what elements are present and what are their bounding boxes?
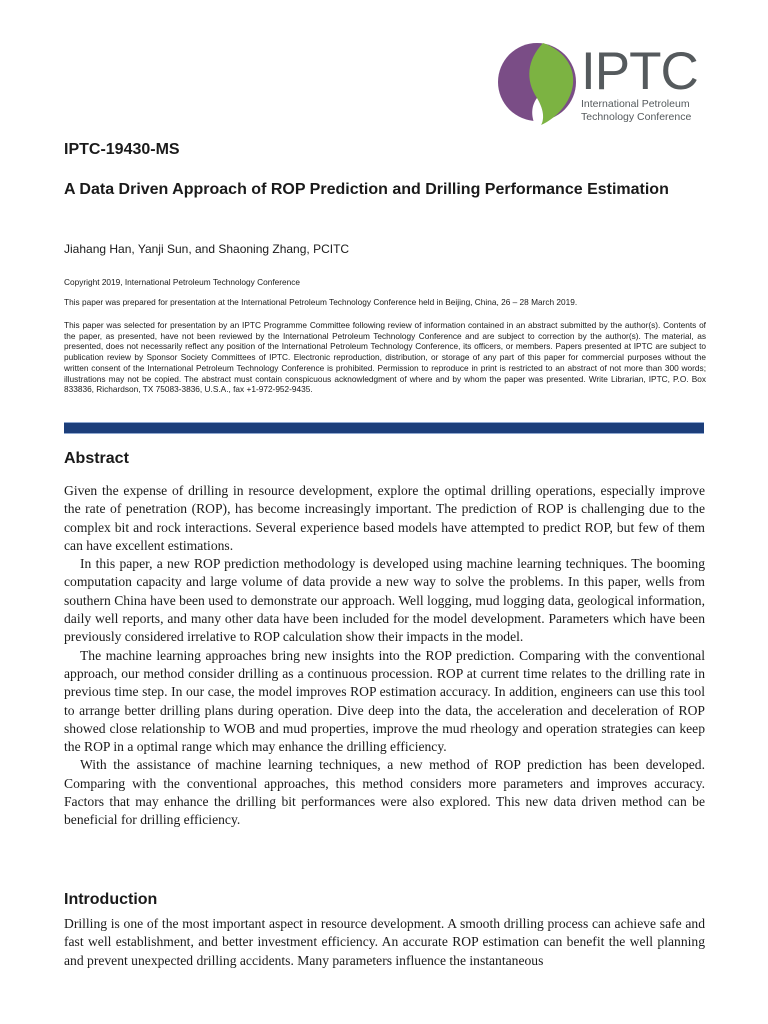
- abstract-paragraph: With the assistance of machine learning techniques, a new method of ROP prediction has been developed. Comparing with the conventional approaches, this method considers more parameters and improves accuracy. Factors that may enhance the drilling bit performances were also explored. This new data driven method can be beneficial for drilling efficiency.: [64, 757, 705, 828]
- logo-acronym: IPTC: [581, 42, 698, 101]
- iptc-logo-mark-icon: [497, 40, 581, 126]
- abstract-paragraph: In this paper, a new ROP prediction methodology is developed using machine learning techniques. The booming computation capacity and large volume of data provide a new way to solve the problems. In this paper, wells from southern China have been used to demonstrate our approach. Well logging, mud logging data, geological information, daily well reports, and many other data have been included for the model development. Parameters which have been previously considered irrelative to ROP calculation show their impacts in the model.: [64, 556, 705, 645]
- introduction-paragraph: Drilling is one of the most important aspect in resource development. A smooth drilling process can achieve safe and fast well establishment, and better investment efficiency. An accurate ROP estimation can benefit the well planning and prevent unexpected drilling accidents. Many parameters influence the instantaneous: [64, 916, 705, 968]
- logo-subtitle-line-2: Technology Conference: [581, 111, 692, 123]
- abstract-heading: Abstract: [64, 450, 129, 467]
- introduction-body: [64, 915, 705, 970]
- logo-subtitle: [581, 98, 691, 124]
- logo-subtitle-line-1: International Petroleum: [581, 98, 690, 110]
- abstract-paragraph: Given the expense of drilling in resource development, explore the optimal drilling operations, especially improve the rate of penetration (ROP), has become increasingly important. The prediction of ROP is challenging due to the complex bit and rock interactions. Several experience based models have attempted to predict ROP, but few of them can have excellent estimations.: [64, 483, 705, 553]
- prepared-note: This paper was prepared for presentation at the International Petroleum Technology Conference held in Beijing, China, 26 – 28 March 2019.: [64, 297, 578, 307]
- abstract-body: [64, 482, 705, 830]
- section-divider: [64, 422, 704, 434]
- author-list: Jiahang Han, Yanji Sun, and Shaoning Zhang, PCITC: [64, 242, 350, 256]
- abstract-paragraph: The machine learning approaches bring new insights into the ROP prediction. Comparing with the conventional approach, our method consider drilling as a continuous procession. ROP at current time relates to the drilling rate in previous time step. In our case, the model improves ROP estimation accuracy. In addition, engineers can use this tool to arrange better drilling plans during operation. Dive deep into the data, the acceleration and deceleration of ROP showed close relationship to WOB and mud properties, improve the mud rheology and operation strategies can keep the ROP in a optimal range which may enhance the drilling efficiency.: [64, 647, 705, 755]
- disclaimer-text: This paper was selected for presentation by an IPTC Programme Committee following review of information contained in an abstract submitted by the author(s). Contents of the paper, as presented, have not been reviewed by the International Petroleum Technology Conference and are subject to correction by the author(s). The material, as presented, does not necessarily reflect any position of the International Petroleum Technology Conference, its officers, or members. Papers presented at IPTC are subject to publication review by Sponsor Society Committees of IPTC. Electronic reproduction, distribution, or storage of any part of this paper for commercial purposes without the written consent of the International Petroleum Technology Conference is prohibited. Permission to reproduce in print is restricted to an abstract of not more than 300 words; illustrations may not be copied. The abstract must contain conspicuous acknowledgment of where and by whom the paper was presented. Write Librarian, IPTC, P.O. Box 833836, Richardson, TX 75083-3836, U.S.A., fax +1-972-952-9435.: [64, 320, 706, 395]
- paper-id: IPTC-19430-MS: [64, 141, 180, 158]
- copyright-notice: Copyright 2019, International Petroleum Technology Conference: [64, 277, 300, 287]
- paper-title: A Data Driven Approach of ROP Prediction and Drilling Performance Estimation: [64, 181, 669, 198]
- iptc-logo: [497, 40, 707, 126]
- introduction-heading: Introduction: [64, 891, 158, 908]
